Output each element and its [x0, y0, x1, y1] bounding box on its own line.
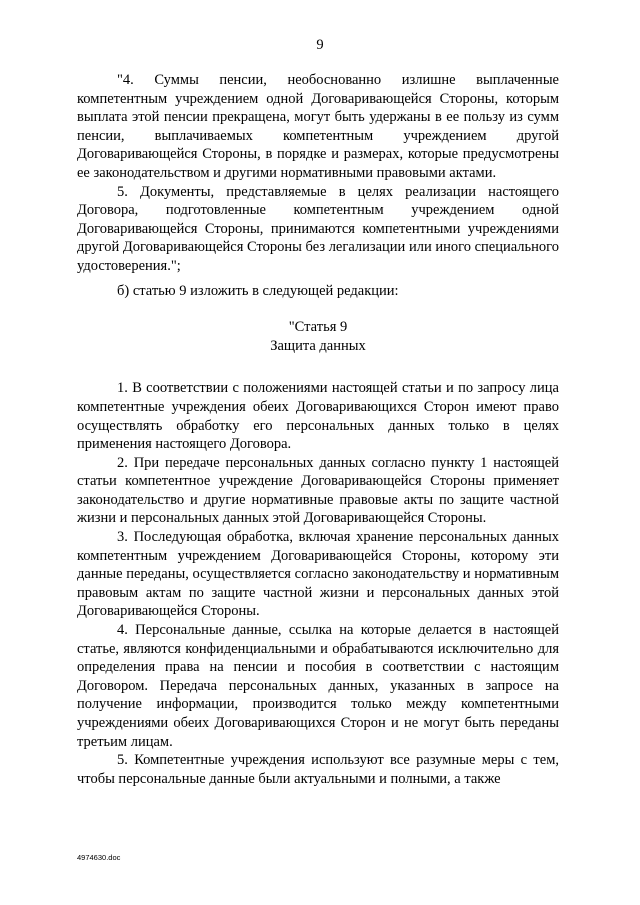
paragraph-amend-article-9: б) статью 9 изложить в следующей редакции: [117, 282, 399, 299]
article-paragraph-5: 5. Компетентные учреждения используют все разумные меры с тем, чтобы персональные данные были актуальными и полными, а также [77, 752, 559, 787]
article-paragraph-1: 1. В соответствии с положениями настоящей статьи и по запросу лица компетентные учреждения обеих Договаривающихся Сторон имеют право осуществлять обработку его персональных данных только в целях применения настоящего Договора. [77, 380, 559, 453]
page-number: 9 [316, 37, 324, 53]
paragraph-4-pension-sums: "4. Суммы пенсии, необоснованно излишне выплаченные компетентным учреждением одной Договаривающейся Стороны, которым выплата этой пенсии прекращена, могут быть удержаны в ее пользу из сумм пенсии, выплачиваемых компетентным учреждением другой Договаривающейся Стороны, в порядке и размерах, которые предусмотрены ее законодательством и другими нормативными правовыми актами. [77, 72, 559, 181]
document-body [77, 71, 559, 788]
article-paragraph-3: 3. Последующая обработка, включая хранение персональных данных компетентным учреждением Договаривающейся Стороны, которому эти данные переданы, осуществляется согласно законодательству и нормативным правовым актам по защите частной жизни и персональных данных этой Договаривающейся Стороны. [77, 529, 559, 620]
file-name-footer: 4974630.doc [77, 853, 121, 862]
article-title: "Статья 9 [288, 319, 348, 336]
paragraph-5-documents: 5. Документы, представляемые в целях реализации настоящего Договора, подготовленные компетентным учреждением одной Договаривающейся Стороны, принимаются компетентными учреждениями другой Договаривающейся Стороны без легализации или иного специального удостоверения."; [77, 183, 559, 274]
article-paragraph-4: 4. Персональные данные, ссылка на которые делается в настоящей статье, являются конфиденциальными и обрабатываются исключительно для определения права на пенсии и пособия в соответствии с настоящим Договором. Передача персональных данных, указанных в запросе на получение информации, производится только между компетентными учреждениями обеих Договаривающихся Сторон и не могут быть переданы третьим лицам. [77, 622, 559, 750]
article-subtitle: Защита данных [270, 337, 366, 354]
article-paragraph-2: 2. При передаче персональных данных согласно пункту 1 настоящей статьи компетентное учреждение Договаривающейся Стороны применяет законодательство и другие нормативные правовые акты по защите частной жизни и персональных данных этой Договаривающейся Стороны. [77, 454, 559, 527]
